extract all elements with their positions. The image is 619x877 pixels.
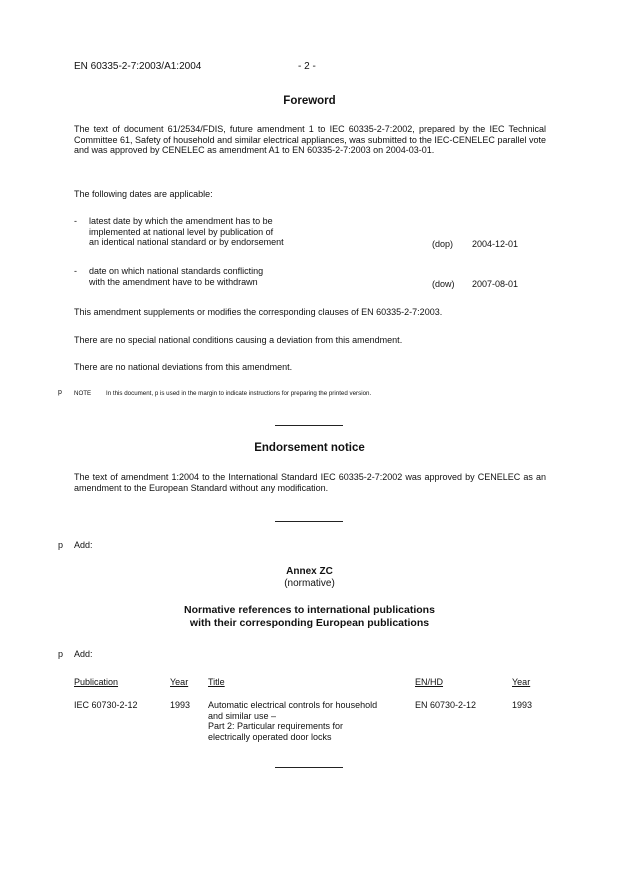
cell-title-line: electrically operated door locks — [208, 731, 332, 742]
add-instruction: Add: — [74, 649, 93, 659]
cell-publication: IEC 60730-2-12 — [74, 700, 138, 710]
column-header-publication: Publication — [74, 677, 119, 687]
date-item-date: 2004-12-01 — [472, 239, 519, 249]
column-header-year: Year — [170, 677, 189, 687]
date-item-code: (dow) — [432, 279, 455, 289]
document-id: EN 60335-2-7:2003/A1:2004 — [74, 61, 202, 72]
column-header-title: Title — [208, 677, 225, 687]
cell-en-hd: EN 60730-2-12 — [415, 700, 477, 710]
foreword-paragraph-3: This amendment supplements or modifies the corresponding clauses of EN 60335-2-7:2003. — [74, 307, 443, 317]
cell-year-2: 1993 — [512, 700, 533, 710]
date-item-text-line: with the amendment have to be withdrawn — [89, 276, 258, 287]
note-text: In this document, p is used in the margin to indicate instructions for preparing the printed version. — [106, 389, 372, 397]
margin-marker: p — [58, 540, 64, 550]
date-item-bullet: - — [74, 216, 77, 226]
annex-title: Annex ZC — [286, 566, 333, 577]
date-item-text-line: an identical national standard or by endorsement — [89, 237, 284, 247]
annex-heading-line-2: with their corresponding European publications — [189, 617, 430, 629]
date-item-code: (dop) — [432, 239, 454, 249]
foreword-title: Foreword — [283, 95, 336, 107]
page-number: - 2 - — [298, 61, 316, 72]
foreword-paragraph-2: The following dates are applicable: — [74, 189, 213, 199]
date-item-text-line: latest date by which the amendment has to be — [89, 216, 273, 226]
date-item-bullet: - — [74, 266, 77, 276]
column-header-en-hd: EN/HD — [415, 677, 444, 687]
date-item-text-line: date on which national standards conflicting — [89, 266, 264, 276]
cell-title-line: Automatic electrical controls for household — [208, 700, 378, 710]
margin-marker: p — [58, 649, 64, 659]
annex-heading-line-1: Normative references to international publications — [184, 604, 435, 616]
note-label: NOTE — [74, 389, 92, 397]
margin-marker: p — [58, 389, 62, 396]
column-header-year-2: Year — [512, 677, 531, 687]
date-item-date: 2007-08-01 — [472, 279, 519, 289]
cell-title-line: Part 2: Particular requirements for — [208, 721, 344, 731]
foreword-paragraph-5: There are no national deviations from this amendment. — [74, 362, 293, 372]
add-instruction: Add: — [74, 540, 93, 550]
section-divider — [275, 521, 343, 522]
endorsement-title: Endorsement notice — [254, 442, 365, 454]
section-divider — [275, 767, 343, 768]
endorsement-paragraph: The text of amendment 1:2004 to the International Standard IEC 60335-2-7:2002 was approved by CENELEC as an amendment to the European Standard without any modification. — [74, 472, 546, 493]
cell-year: 1993 — [170, 700, 191, 710]
annex-subtitle: (normative) — [284, 578, 335, 589]
date-item-text-line: implemented at national level by publication of — [89, 226, 274, 237]
section-divider — [275, 425, 343, 426]
cell-title-line: and similar use – — [208, 710, 277, 721]
foreword-paragraph-1: The text of document 61/2534/FDIS, future amendment 1 to IEC 60335-2-7:2002, prepared by the IEC Technical Committee 61, Safety of household and similar electrical appliances, was submitted to the IEC-CENELEC parallel vote and was approved by CENELEC as amendment A1 to EN 60335-2-7:2003 on 2004-03-01. — [74, 124, 546, 155]
foreword-paragraph-4: There are no special national conditions causing a deviation from this amendment. — [74, 335, 403, 345]
